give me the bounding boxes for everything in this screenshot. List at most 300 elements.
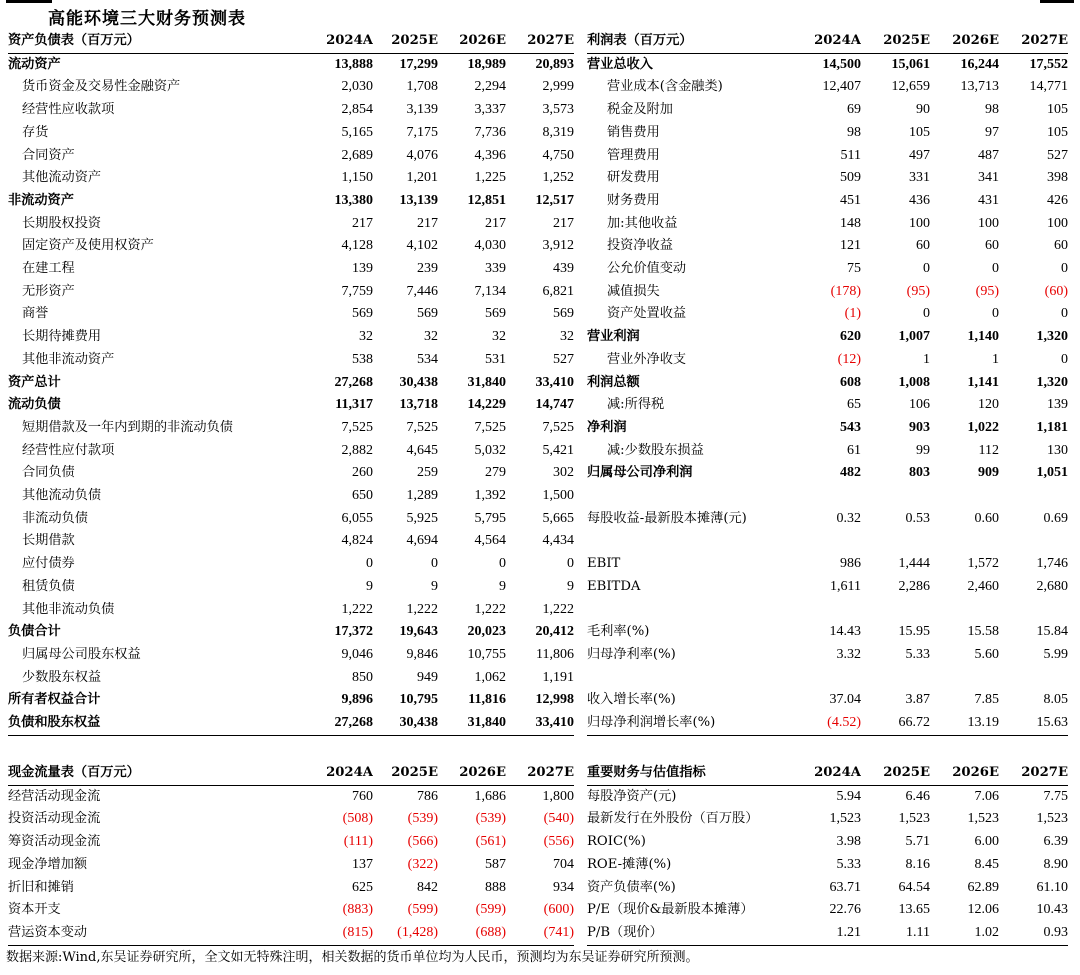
cell-value: 569 xyxy=(553,306,574,322)
cell-value: 1 xyxy=(923,351,930,367)
cell-value: 7,736 xyxy=(474,124,506,140)
cell-value: 14,747 xyxy=(535,397,574,413)
cell-value: 1,191 xyxy=(542,669,574,685)
cell-value: 14,229 xyxy=(467,397,506,413)
cell-value: 6.39 xyxy=(1043,834,1068,850)
table-row xyxy=(8,785,574,808)
row-label: 固定资产及使用权资产 xyxy=(22,238,154,254)
row-label: 商誉 xyxy=(22,306,49,322)
cell-value: 15.58 xyxy=(967,624,999,640)
cell-value xyxy=(999,667,1068,690)
row-label: 资本开支 xyxy=(8,902,61,918)
cell-value: 13,139 xyxy=(399,192,438,208)
table-row xyxy=(8,145,574,168)
key-metrics-body xyxy=(587,785,1068,945)
cell-value: (600) xyxy=(543,902,574,918)
cell-value: 0 xyxy=(499,556,506,572)
row-label: 投资活动现金流 xyxy=(8,811,101,827)
table-row xyxy=(8,689,574,712)
table-row xyxy=(587,190,1068,213)
cell-value: 6,821 xyxy=(542,283,574,299)
cell-value: 99 xyxy=(916,442,930,458)
table-row xyxy=(587,808,1068,831)
year-header: 2027E xyxy=(999,30,1068,53)
row-label: 营业外净收支 xyxy=(607,351,687,367)
cell-value: 217 xyxy=(553,215,574,231)
row-label: 折旧和摊销 xyxy=(8,879,74,895)
table-row xyxy=(8,899,574,922)
cell-value xyxy=(930,485,999,508)
table-row xyxy=(8,576,574,599)
cell-value: 260 xyxy=(352,465,373,481)
table-row xyxy=(587,667,1068,690)
top-rule-right xyxy=(1040,0,1074,3)
table-row xyxy=(8,485,574,508)
cell-value: 13,888 xyxy=(334,56,373,72)
cell-value: (556) xyxy=(543,834,574,850)
cell-value: 1,523 xyxy=(967,811,999,827)
year-header: 2024A xyxy=(792,30,861,53)
cell-value: 11,816 xyxy=(468,692,506,708)
cell-value: 4,750 xyxy=(542,147,574,163)
cell-value: 1,181 xyxy=(1036,419,1068,435)
year-header: 2026E xyxy=(438,762,506,785)
year-header: 2026E xyxy=(930,762,999,785)
cell-value: 10,795 xyxy=(399,692,438,708)
cell-value: 1,572 xyxy=(967,556,999,572)
top-rule-left xyxy=(6,0,52,3)
cell-value: 1,320 xyxy=(1036,329,1068,345)
cell-value: 69 xyxy=(847,102,861,118)
table-row xyxy=(587,235,1068,258)
table-row xyxy=(587,281,1068,304)
cell-value: 1,141 xyxy=(967,374,999,390)
row-label: 每股收益-最新股本摊薄(元) xyxy=(587,510,747,526)
cell-value: 30,438 xyxy=(399,374,438,390)
table-row xyxy=(8,621,574,644)
year-header: 2026E xyxy=(930,30,999,53)
income-statement-panel xyxy=(587,30,1068,736)
cell-value: (561) xyxy=(475,834,506,850)
cell-value: 4,645 xyxy=(406,442,438,458)
cell-value: 61.10 xyxy=(1036,879,1068,895)
income-statement-title: 利润表（百万元） xyxy=(587,30,792,53)
table-row xyxy=(8,76,574,99)
cell-value: 497 xyxy=(909,147,930,163)
cell-value xyxy=(792,530,861,553)
cell-value: (111) xyxy=(343,834,373,850)
cell-value: 1,222 xyxy=(542,601,574,617)
row-label: 合同资产 xyxy=(22,147,75,163)
cell-value: 7,134 xyxy=(474,283,506,299)
cell-value: (95) xyxy=(975,283,999,299)
table-row xyxy=(8,644,574,667)
cell-value: 9 xyxy=(499,578,506,594)
cell-value: 8.45 xyxy=(974,856,999,872)
cell-value: 4,076 xyxy=(406,147,438,163)
cell-value: 217 xyxy=(417,215,438,231)
key-metrics-header-row xyxy=(587,762,1068,785)
cell-value: 4,824 xyxy=(341,533,373,549)
year-header: 2026E xyxy=(438,30,506,53)
income-statement-body xyxy=(587,53,1068,735)
cell-value: 10.43 xyxy=(1036,902,1068,918)
cell-value: 0 xyxy=(1061,261,1068,277)
row-label: EBITDA xyxy=(587,578,641,594)
cell-value: 5.60 xyxy=(974,646,999,662)
cell-value: 15,061 xyxy=(891,56,930,72)
cell-value: 14,500 xyxy=(822,56,861,72)
cell-value: 13,713 xyxy=(960,79,999,95)
cell-value: 32 xyxy=(424,329,438,345)
cell-value: 482 xyxy=(840,465,861,481)
cell-value: 137 xyxy=(352,856,373,872)
cell-value: 1,222 xyxy=(406,601,438,617)
balance-sheet-title: 资产负债表（百万元） xyxy=(8,30,303,53)
cell-value: (815) xyxy=(303,922,373,945)
row-label: 应付债券 xyxy=(22,556,75,572)
cell-value: 7,446 xyxy=(406,283,438,299)
cell-value: 487 xyxy=(978,147,999,163)
table-row xyxy=(8,281,574,304)
year-header: 2027E xyxy=(506,762,574,785)
row-label: 其他流动负债 xyxy=(22,488,102,504)
table-row xyxy=(587,508,1068,531)
table-row xyxy=(8,530,574,553)
cell-value: 65 xyxy=(847,397,861,413)
row-label: 租赁负债 xyxy=(22,578,75,594)
cell-value: 15.95 xyxy=(898,624,930,640)
cell-value: 1.02 xyxy=(930,922,999,945)
cell-value: (508) xyxy=(342,811,373,827)
cell-value: 12.06 xyxy=(967,902,999,918)
row-label: 利润总额 xyxy=(587,374,640,390)
cell-value: 3.32 xyxy=(836,646,861,662)
table-row xyxy=(587,922,1068,945)
cell-value: 1,201 xyxy=(406,170,438,186)
cell-value: 1,222 xyxy=(341,601,373,617)
cell-value: 33,410 xyxy=(506,712,574,735)
row-label: 负债和股东权益 xyxy=(8,712,303,735)
table-row xyxy=(8,417,574,440)
cell-value: 534 xyxy=(417,351,438,367)
cell-value: (322) xyxy=(407,856,438,872)
cell-value: 0.93 xyxy=(999,922,1068,945)
cell-value: 1,008 xyxy=(898,374,930,390)
balance-sheet-table xyxy=(8,30,574,736)
row-label: 合同负债 xyxy=(22,465,75,481)
cell-value: 531 xyxy=(485,351,506,367)
cell-value: 0 xyxy=(992,306,999,322)
cell-value: 22.76 xyxy=(829,902,861,918)
table-row xyxy=(587,553,1068,576)
row-label: P/B（现价） xyxy=(587,922,792,945)
cell-value: (599) xyxy=(407,902,438,918)
cell-value: 11,317 xyxy=(335,397,373,413)
row-label: 归属母公司净利润 xyxy=(587,465,693,481)
cell-value xyxy=(861,530,930,553)
cell-value: (12) xyxy=(837,351,861,367)
row-label: 收入增长率(%) xyxy=(587,692,676,708)
row-label: 归属母公司股东权益 xyxy=(22,646,141,662)
cell-value: 12,659 xyxy=(891,79,930,95)
row-label: 长期股权投资 xyxy=(22,215,102,231)
key-metrics-table xyxy=(587,762,1068,946)
row-label: 其他非流动负债 xyxy=(22,601,115,617)
cell-value: 100 xyxy=(1047,215,1068,231)
cell-value: 239 xyxy=(417,261,438,277)
cell-value: 9 xyxy=(567,578,574,594)
cell-value: 1,523 xyxy=(898,811,930,827)
row-label: 长期借款 xyxy=(22,533,75,549)
cell-value: 75 xyxy=(847,261,861,277)
cell-value: 100 xyxy=(978,215,999,231)
cell-value xyxy=(861,667,930,690)
cell-value: 11,806 xyxy=(536,646,574,662)
row-label: 归母净利润增长率(%) xyxy=(587,712,792,735)
balance-sheet-body xyxy=(8,53,574,735)
cell-value: 13,718 xyxy=(399,397,438,413)
table-row xyxy=(587,854,1068,877)
cell-value: 12,517 xyxy=(535,192,574,208)
row-label: P/E（现价&最新股本摊薄） xyxy=(587,902,754,918)
cell-value: 9 xyxy=(366,578,373,594)
cell-value: 439 xyxy=(553,261,574,277)
cell-value: 64.54 xyxy=(898,879,930,895)
cell-value: 19,643 xyxy=(399,624,438,640)
cell-value: 0.53 xyxy=(905,510,930,526)
cell-value: (178) xyxy=(830,283,861,299)
cash-flow-title: 现金流量表（百万元） xyxy=(8,762,303,785)
table-row xyxy=(8,258,574,281)
cell-value: 5.33 xyxy=(836,856,861,872)
cell-value: 1,222 xyxy=(474,601,506,617)
cell-value: 31,840 xyxy=(467,374,506,390)
year-header: 2024A xyxy=(792,762,861,785)
cell-value: 2,460 xyxy=(967,578,999,594)
source-note: 数据来源:Wind,东吴证券研究所，全文如无特殊注明，相关数据的货币单位均为人民币，预测均为东吴证券研究所预测。 xyxy=(6,950,699,965)
cell-value: 14.43 xyxy=(829,624,861,640)
cell-value: 0 xyxy=(366,556,373,572)
cell-value: 1,225 xyxy=(474,170,506,186)
row-label: 财务费用 xyxy=(607,192,660,208)
row-label: 无形资产 xyxy=(22,283,75,299)
table-row xyxy=(587,99,1068,122)
cell-value: 5.71 xyxy=(905,834,930,850)
cell-value: (540) xyxy=(543,811,574,827)
row-label: EBIT xyxy=(587,556,621,572)
cell-value: 0.60 xyxy=(974,510,999,526)
table-row xyxy=(587,213,1068,236)
table-row xyxy=(587,785,1068,808)
year-header: 2025E xyxy=(861,30,930,53)
cell-value: 98 xyxy=(985,102,999,118)
row-label: 短期借款及一年内到期的非流动负债 xyxy=(22,419,233,435)
row-label: 经营性应收款项 xyxy=(22,102,115,118)
table-row xyxy=(8,922,574,945)
cell-value: 2,689 xyxy=(341,147,373,163)
cell-value: 60 xyxy=(1054,238,1068,254)
key-metrics-panel xyxy=(587,762,1068,946)
table-row xyxy=(587,576,1068,599)
cell-value: 6,055 xyxy=(341,510,373,526)
cell-value: 105 xyxy=(1047,102,1068,118)
row-label: 非流动资产 xyxy=(8,192,74,208)
cell-value: 909 xyxy=(978,465,999,481)
row-label: 经营性应付款项 xyxy=(22,442,115,458)
cell-value: 3,139 xyxy=(406,102,438,118)
cell-value: 569 xyxy=(417,306,438,322)
cell-value: 279 xyxy=(485,465,506,481)
cell-value: 105 xyxy=(1047,124,1068,140)
cell-value: 0.32 xyxy=(836,510,861,526)
cell-value: 37.04 xyxy=(829,692,861,708)
cell-value: 9,046 xyxy=(341,646,373,662)
cell-value: 2,286 xyxy=(898,578,930,594)
income-statement-table xyxy=(587,30,1068,736)
cell-value: 431 xyxy=(978,192,999,208)
cell-value: (60) xyxy=(1044,283,1068,299)
cell-value: 1,140 xyxy=(967,329,999,345)
table-row xyxy=(8,122,574,145)
cell-value: 0 xyxy=(923,306,930,322)
cell-value: 527 xyxy=(1047,147,1068,163)
table-row xyxy=(8,854,574,877)
cell-value xyxy=(999,599,1068,622)
cell-value: 63.71 xyxy=(829,879,861,895)
year-header: 2027E xyxy=(506,30,574,53)
cell-value: 120 xyxy=(978,397,999,413)
row-label xyxy=(587,667,792,690)
table-row xyxy=(587,145,1068,168)
cell-value: 90 xyxy=(916,102,930,118)
cell-value: 2,854 xyxy=(341,102,373,118)
cell-value: 1,392 xyxy=(474,488,506,504)
cell-value: 2,030 xyxy=(341,79,373,95)
row-label: 每股净资产(元) xyxy=(587,788,677,804)
cell-value: 61 xyxy=(847,442,861,458)
cell-value: 17,552 xyxy=(1029,56,1068,72)
table-row xyxy=(8,831,574,854)
cell-value: 1 xyxy=(992,351,999,367)
year-header: 2024A xyxy=(303,762,373,785)
cell-value: 139 xyxy=(1047,397,1068,413)
table-row xyxy=(587,53,1068,76)
row-label xyxy=(587,599,792,622)
cell-value: 32 xyxy=(560,329,574,345)
cell-value: 106 xyxy=(909,397,930,413)
cell-value: 569 xyxy=(352,306,373,322)
row-label: 非流动负债 xyxy=(22,510,88,526)
cell-value: 1,611 xyxy=(830,578,861,594)
cell-value: 13.19 xyxy=(930,712,999,735)
cell-value: 436 xyxy=(909,192,930,208)
row-label: 净利润 xyxy=(587,419,627,435)
table-row xyxy=(587,877,1068,900)
cell-value: (883) xyxy=(342,902,373,918)
cell-value: (95) xyxy=(906,283,930,299)
cell-value: 4,128 xyxy=(341,238,373,254)
table-row xyxy=(8,599,574,622)
row-label: 最新发行在外股份（百万股） xyxy=(587,811,759,827)
cell-value: 1,022 xyxy=(967,419,999,435)
table-row xyxy=(587,122,1068,145)
cell-value: 66.72 xyxy=(861,712,930,735)
table-row xyxy=(587,440,1068,463)
cell-value: 786 xyxy=(417,788,438,804)
table-row xyxy=(587,689,1068,712)
cell-value: 1,062 xyxy=(474,669,506,685)
page-title: 高能环境三大财务预测表 xyxy=(48,9,246,29)
cell-value: 0 xyxy=(923,261,930,277)
cell-value: 10,755 xyxy=(467,646,506,662)
cell-value: 650 xyxy=(352,488,373,504)
cell-value: 704 xyxy=(553,856,574,872)
cell-value: 842 xyxy=(417,879,438,895)
cell-value: 217 xyxy=(352,215,373,231)
cell-value: 850 xyxy=(352,669,373,685)
year-header: 2024A xyxy=(303,30,373,53)
row-label: 加:其他收益 xyxy=(607,215,678,231)
cell-value: 30,438 xyxy=(373,712,438,735)
cell-value: 949 xyxy=(417,669,438,685)
cell-value: 5.94 xyxy=(836,788,861,804)
cell-value: 5,421 xyxy=(542,442,574,458)
cell-value: 4,434 xyxy=(542,533,574,549)
row-label: 在建工程 xyxy=(22,261,75,277)
cell-value: 9 xyxy=(431,578,438,594)
cell-value: 13,380 xyxy=(334,192,373,208)
cell-value xyxy=(930,667,999,690)
cell-value: 4,030 xyxy=(474,238,506,254)
table-row xyxy=(8,235,574,258)
cell-value: 27,268 xyxy=(334,374,373,390)
year-header: 2025E xyxy=(373,762,438,785)
cell-value: 888 xyxy=(485,879,506,895)
cell-value: 9,896 xyxy=(341,692,373,708)
table-row xyxy=(8,712,574,735)
cell-value: 1,051 xyxy=(1036,465,1068,481)
cell-value: 4,564 xyxy=(474,533,506,549)
cell-value: (741) xyxy=(506,922,574,945)
cell-value: 60 xyxy=(985,238,999,254)
row-label: 公允价值变动 xyxy=(607,261,687,277)
cell-value: 4,102 xyxy=(406,238,438,254)
table-row xyxy=(587,326,1068,349)
cell-value: 6.46 xyxy=(905,788,930,804)
cash-flow-body xyxy=(8,785,574,945)
year-header: 2027E xyxy=(999,762,1068,785)
table-row xyxy=(8,553,574,576)
cell-value: 986 xyxy=(840,556,861,572)
row-label: 货币资金及交易性金融资产 xyxy=(22,79,181,95)
year-header: 2025E xyxy=(373,30,438,53)
row-label: 流动资产 xyxy=(8,56,61,72)
cell-value: 2,882 xyxy=(341,442,373,458)
table-row xyxy=(8,53,574,76)
cell-value: 7,525 xyxy=(406,419,438,435)
cell-value: 3.87 xyxy=(905,692,930,708)
row-label: 投资净收益 xyxy=(607,238,673,254)
table-row xyxy=(587,394,1068,417)
cell-value: 1.21 xyxy=(792,922,861,945)
cell-value: 1,252 xyxy=(542,170,574,186)
cell-value: 6.00 xyxy=(974,834,999,850)
cell-value: 5.99 xyxy=(1043,646,1068,662)
cell-value: 2,680 xyxy=(1036,578,1068,594)
cell-value: 7.85 xyxy=(974,692,999,708)
table-row xyxy=(587,462,1068,485)
